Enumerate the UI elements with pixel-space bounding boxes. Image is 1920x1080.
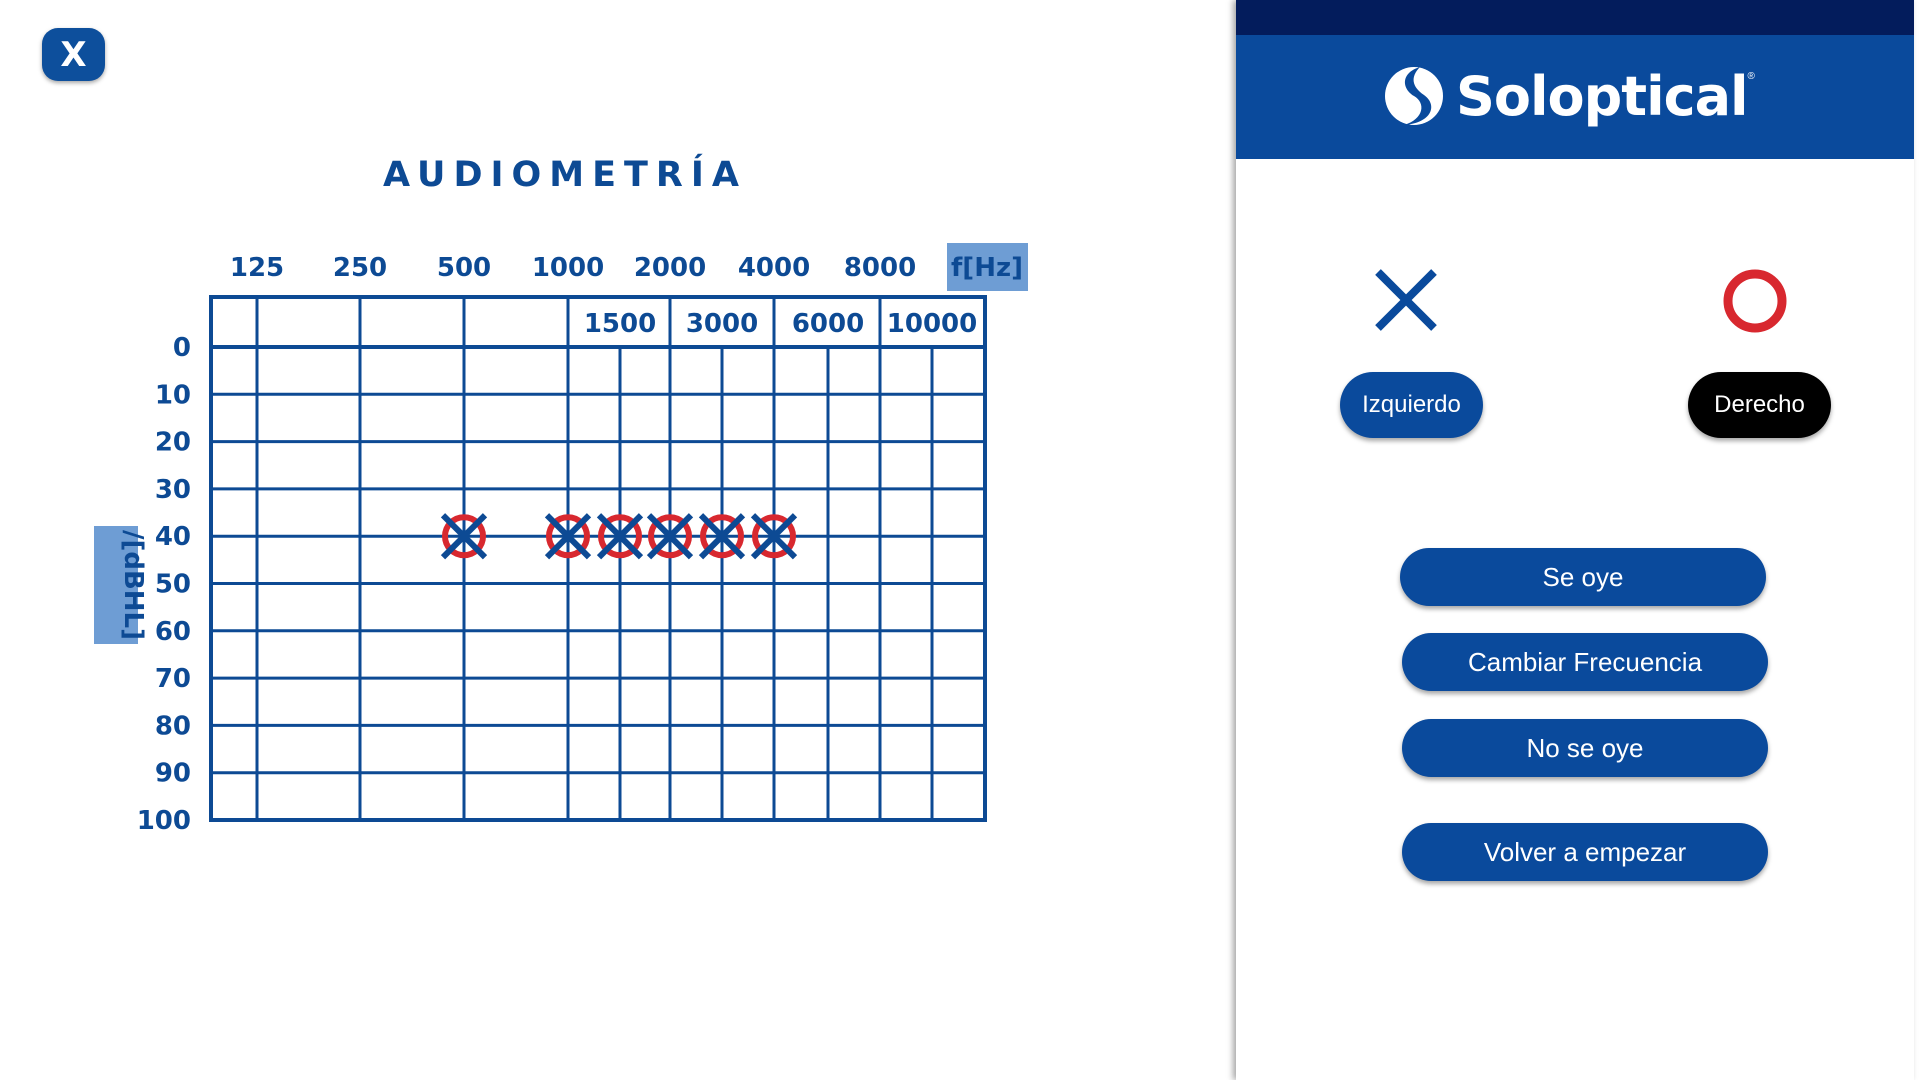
soloptical-logo [1380,61,1755,131]
y-tick-label: 20 [154,427,191,458]
no-se-oye-button[interactable]: No se oye [1402,719,1768,777]
panel-topbar [1236,0,1914,35]
soloptical-s-icon [1380,65,1448,127]
brand-header [1236,35,1914,159]
x-tick-label: 1000 [531,253,605,283]
x-tick-label: 250 [332,253,388,283]
audiogram-chart [0,0,1040,900]
x-axis-label: f[Hz] [951,253,1023,283]
x-tick-label-minor: 10000 [886,309,978,339]
y-axis-label: /[dBHL] [118,529,148,641]
y-tick-label: 90 [154,758,191,789]
y-tick-label: 70 [154,664,191,695]
right-ear-button[interactable]: Derecho [1688,372,1831,438]
chart-frame [211,297,985,820]
x-tick-label: 4000 [737,253,811,283]
brand-name: Soloptical [1456,64,1748,128]
x-tick-label-minor: 3000 [685,309,759,339]
y-tick-label: 0 [172,333,191,363]
page-title: AUDIOMETRÍA [383,155,747,195]
y-tick-label: 100 [136,806,191,836]
volver-a-empezar-button[interactable]: Volver a empezar [1402,823,1768,881]
x-tick-label: 8000 [843,253,917,283]
close-button[interactable]: X [42,28,105,81]
side-panel [1236,0,1914,1080]
circle-marker-icon [1722,268,1788,334]
se-oye-button[interactable]: Se oye [1400,548,1766,606]
y-tick-label: 60 [154,616,191,647]
left-ear-button[interactable]: Izquierdo [1340,372,1483,438]
y-tick-label: 30 [154,474,191,505]
x-tick-label: 500 [436,253,492,283]
x-tick-label-minor: 6000 [791,309,865,339]
brand-registered-mark: ® [1747,70,1755,82]
y-tick-label: 80 [154,711,191,742]
cambiar-frecuencia-button[interactable]: Cambiar Frecuencia [1402,633,1768,691]
x-marker-icon [1374,268,1438,332]
x-tick-label: 125 [229,253,285,283]
y-tick-label: 50 [154,569,191,600]
y-tick-label: 40 [154,522,191,553]
x-tick-label-minor: 1500 [583,309,657,339]
y-tick-label: 10 [154,380,191,411]
x-tick-label: 2000 [633,253,707,283]
